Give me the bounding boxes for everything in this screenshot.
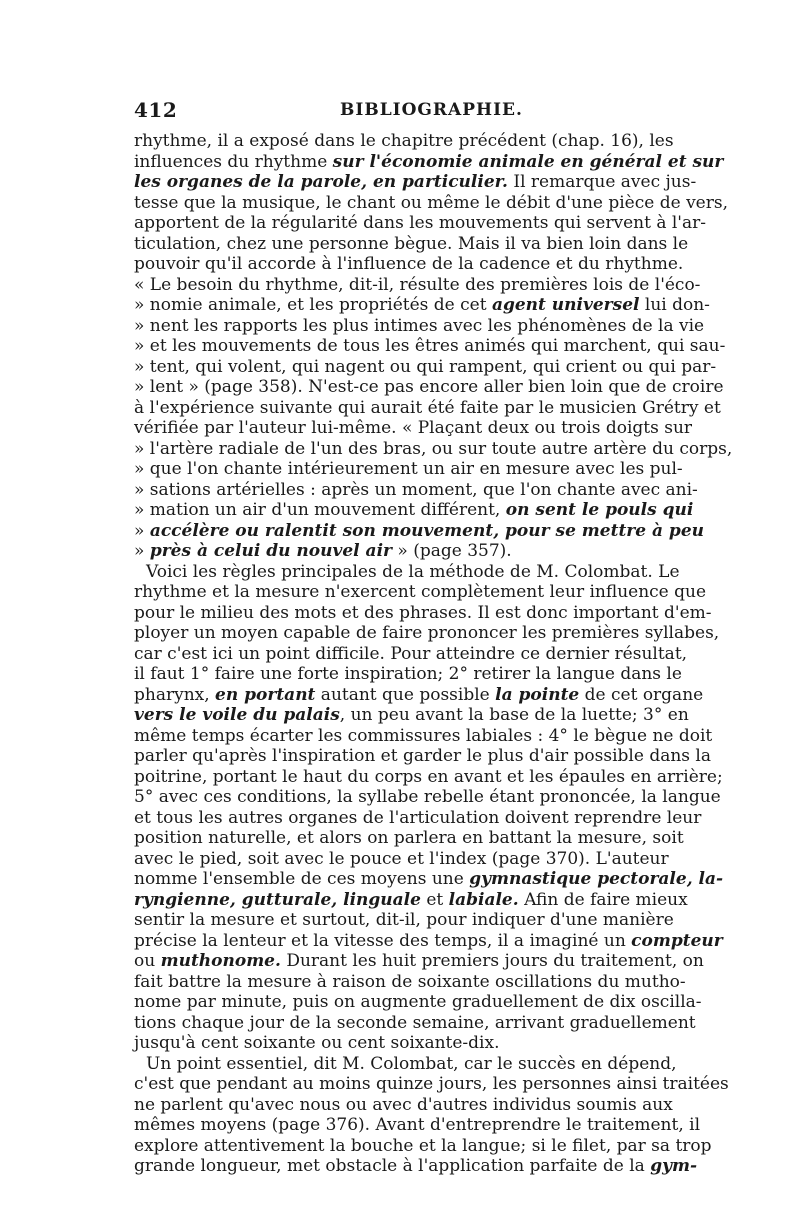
- text-line: [134, 541, 666, 562]
- text-run: c'est que pendant au moins quinze jours, les personnes ainsi traitées: [134, 1074, 729, 1094]
- text-run: »: [134, 541, 150, 561]
- text-line: [134, 643, 688, 665]
- text-line: [134, 746, 711, 767]
- text-line: [134, 438, 733, 460]
- text-line: [134, 992, 702, 1013]
- text-run: autant que possible: [315, 684, 496, 705]
- running-head: BIBLIOGRAPHIE.: [340, 100, 523, 120]
- text-run: et: [420, 889, 449, 910]
- text-run: lui don-: [639, 295, 710, 315]
- text-run: même temps écarter les commissures labiales : 4° le bègue ne doit: [134, 725, 713, 746]
- text-line: [134, 131, 674, 152]
- text-run: Voici les règles principales de la méthode de M. Colombat. Le: [146, 561, 680, 582]
- text-run: » lent » (page 358). N'est-ce pas encore aller bien loin que de croire: [134, 377, 724, 397]
- italic-run: compteur: [631, 930, 723, 951]
- italic-run: ryngienne, gutturale, linguale: [134, 889, 421, 910]
- text-line: [134, 397, 721, 419]
- text-run: avec le pied, soit avec le pouce et l'index (page 370). L'auteur: [134, 848, 669, 869]
- text-line: [134, 930, 723, 952]
- page-header: [134, 98, 666, 124]
- text-line: [134, 848, 669, 870]
- text-line: [134, 971, 686, 993]
- text-run: » nent les rapports les plus intimes avec les phénomènes de la vie: [134, 315, 705, 336]
- text-run: tesse que la musique, le chant ou même le débit d'une pièce de vers,: [134, 192, 728, 213]
- text-run: » mation un air d'un mouvement différent,: [134, 500, 506, 520]
- text-line: [134, 869, 724, 890]
- text-line: [134, 418, 693, 439]
- text-line: [134, 500, 694, 521]
- italic-run: agent universel: [491, 295, 640, 315]
- text-run: et tous les autres organes de l'articulation doivent reprendre leur: [134, 807, 702, 828]
- text-run: 5° avec ces conditions, la syllabe rebelle étant prononcée, la langue: [134, 787, 721, 807]
- text-run: explore attentivement la bouche et la langue; si le filet, par sa trop: [134, 1135, 712, 1156]
- text-run: précise la lenteur et la vitesse des temps, il a imaginé un: [134, 930, 632, 951]
- text-line: [134, 889, 688, 911]
- text-line: [134, 1074, 729, 1095]
- text-line: [134, 1115, 701, 1136]
- text-run: » sations artérielles : après un moment, que l'on chante avec ani-: [134, 479, 698, 500]
- text-run: Il remarque avec jus-: [507, 172, 697, 192]
- text-line: [134, 213, 706, 234]
- text-run: Durant les huit premiers jours du traitement, on: [280, 951, 704, 971]
- text-run: ployer un moyen capable de faire prononcer les premières syllabes,: [134, 623, 720, 643]
- text-line: [134, 377, 724, 398]
- text-run: ne parlent qu'avec nous ou avec d'autres individus soumis aux: [134, 1094, 673, 1115]
- italic-run: gymnastique pectorale, la-: [469, 869, 724, 889]
- text-run: jusqu'à cent soixante ou cent soixante-dix.: [134, 1033, 500, 1053]
- text-line: [134, 295, 710, 316]
- italic-run: près à celui du nouvel air: [149, 541, 392, 561]
- text-run: apportent de la régularité dans les mouvements qui servent à l'ar-: [134, 213, 706, 233]
- italic-run: gym-: [650, 1156, 697, 1176]
- text-run: Afin de faire mieux: [518, 889, 688, 910]
- text-run: vérifiée par l'auteur lui-même. « Plaçant deux ou trois doigts sur: [134, 418, 693, 438]
- text-line: [134, 479, 698, 501]
- text-line: [134, 520, 704, 542]
- text-line: [134, 664, 682, 685]
- italic-run: en portant: [215, 684, 316, 705]
- text-run: » l'artère radiale de l'un des bras, ou sur toute autre artère du corps,: [134, 438, 733, 459]
- italic-run: muthonome.: [160, 951, 281, 971]
- text-line: [134, 684, 704, 706]
- text-line: [134, 623, 720, 644]
- text-line: [134, 951, 704, 972]
- text-run: grande longueur, met obstacle à l'application parfaite de la: [134, 1156, 651, 1176]
- text-run: pour le milieu des mots et des phrases. Il est donc important d'em-: [134, 602, 712, 623]
- text-run: Un point essentiel, dit M. Colombat, car le succès en dépend,: [146, 1053, 677, 1074]
- text-run: influences du rhythme: [134, 151, 333, 172]
- text-line: [134, 459, 683, 480]
- text-run: nomme l'ensemble de ces moyens une: [134, 869, 470, 889]
- text-line: [134, 705, 689, 726]
- text-line: [134, 787, 721, 808]
- text-line: [134, 172, 697, 193]
- text-line: [134, 254, 684, 275]
- text-run: poitrine, portant le haut du corps en avant et les épaules en arrière;: [134, 766, 723, 787]
- text-line: [134, 192, 728, 214]
- text-run: « Le besoin du rhythme, dit-il, résulte des premières lois de l'éco-: [134, 274, 701, 295]
- italic-run: les organes de la parole, en particulier.: [134, 172, 508, 192]
- text-line: [134, 807, 702, 829]
- text-line: [134, 582, 707, 603]
- text-line: [134, 151, 724, 173]
- text-line: [134, 233, 689, 255]
- text-line: [134, 274, 701, 296]
- text-line: [134, 1094, 673, 1116]
- text-line: [134, 1135, 712, 1157]
- text-line: [134, 910, 674, 931]
- page-number: 412: [134, 98, 178, 122]
- text-line: [134, 1012, 696, 1034]
- body-text: [134, 131, 733, 1177]
- text-run: » et les mouvements de tous les êtres animés qui marchent, qui sau-: [134, 336, 726, 356]
- text-run: nome par minute, puis on augmente graduellement de dix oscilla-: [134, 992, 702, 1012]
- text-run: pharynx,: [134, 684, 216, 705]
- text-run: parler qu'après l'inspiration et garder le plus d'air possible dans la: [134, 746, 711, 766]
- text-run: tions chaque jour de la seconde semaine, arrivant graduellement: [134, 1012, 696, 1033]
- text-line: [134, 602, 712, 624]
- text-run: fait battre la mesure à raison de soixante oscillations du mutho-: [134, 971, 686, 992]
- text-run: rhythme, il a exposé dans le chapitre précédent (chap. 16), les: [134, 131, 674, 151]
- text-line: [134, 336, 726, 357]
- text-line: [134, 725, 713, 747]
- text-run: mêmes moyens (page 376). Avant d'entreprendre le traitement, il: [134, 1115, 701, 1135]
- text-line: [134, 1033, 666, 1054]
- text-run: » (page 357).: [391, 541, 512, 561]
- text-run: » nomie animale, et les propriétés de cet: [134, 295, 492, 315]
- text-line: [134, 356, 717, 378]
- italic-run: labiale.: [448, 889, 519, 910]
- text-run: ou: [134, 951, 161, 971]
- text-line: [134, 1053, 677, 1075]
- text-run: » que l'on chante intérieurement un air en mesure avec les pul-: [134, 459, 683, 479]
- text-line: [134, 561, 680, 583]
- text-run: »: [134, 520, 150, 541]
- text-run: pouvoir qu'il accorde à l'influence de la cadence et du rhythme.: [134, 254, 684, 274]
- text-run: rhythme et la mesure n'exercent complètement leur influence que: [134, 582, 707, 602]
- text-line: [134, 1156, 697, 1177]
- italic-run: la pointe: [495, 684, 580, 705]
- text-run: , un peu avant la base de la luette; 3° en: [339, 705, 689, 725]
- italic-run: vers le voile du palais: [134, 705, 340, 725]
- text-run: il faut 1° faire une forte inspiration; 2° retirer la langue dans le: [134, 664, 682, 684]
- text-run: » tent, qui volent, qui nagent ou qui rampent, qui crient ou qui par-: [134, 356, 717, 377]
- italic-run: sur l'économie animale en général et sur: [332, 151, 724, 172]
- text-line: [134, 315, 705, 337]
- italic-run: on sent le pouls qui: [505, 500, 694, 520]
- text-run: car c'est ici un point difficile. Pour atteindre ce dernier résultat,: [134, 643, 688, 664]
- text-run: à l'expérience suivante qui aurait été faite par le musicien Grétry et: [134, 397, 721, 418]
- text-run: de cet organe: [579, 684, 704, 705]
- text-run: position naturelle, et alors on parlera en battant la mesure, soit: [134, 828, 684, 848]
- italic-run: accélère ou ralentit son mouvement, pour se mettre à peu: [149, 520, 704, 541]
- text-line: [134, 766, 723, 788]
- text-line: [134, 828, 684, 849]
- text-run: ticulation, chez une personne bègue. Mais il va bien loin dans le: [134, 233, 689, 254]
- text-run: sentir la mesure et surtout, dit-il, pour indiquer d'une manière: [134, 910, 674, 930]
